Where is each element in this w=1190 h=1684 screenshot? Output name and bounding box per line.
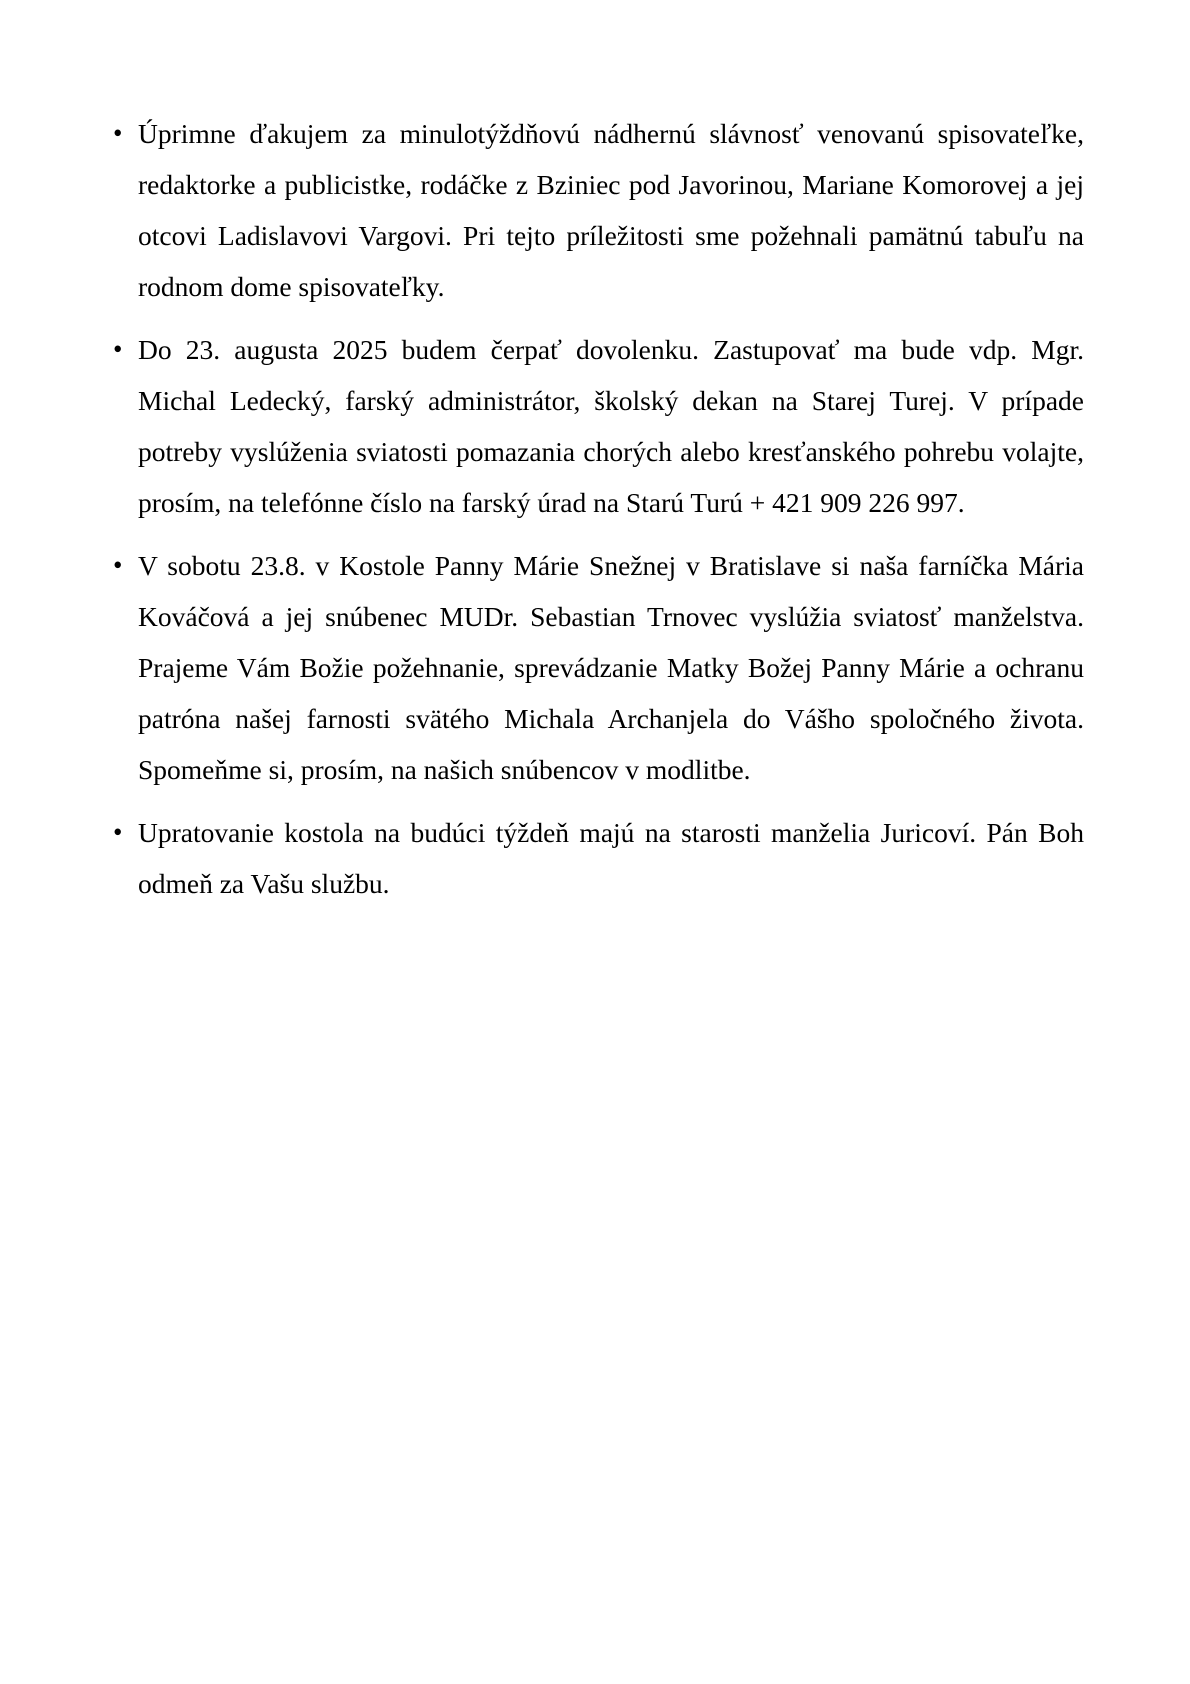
announcement-item [113, 108, 1084, 312]
bullet-icon: • [113, 550, 123, 580]
announcement-text: Upratovanie kostola na budúci týždeň majú na starosti manželia Juricoví. Pán Boh odmeň za Vašu službu. [138, 817, 1084, 899]
announcement-text: Úprimne ďakujem za minulotýždňovú nádhernú slávnosť venovanú spisovateľke, redaktorke a publicistke, rodáčke z Bziniec pod Javorinou, Mariane Komorovej a jej otcovi Ladislavovi Vargovi. Pri tejto príležitosti sme požehnali pamätnú tabuľu na rodnom dome spisovateľky. [138, 118, 1084, 302]
bullet-icon: • [113, 817, 123, 847]
announcement-text: Do 23. augusta 2025 budem čerpať dovolenku. Zastupovať ma bude vdp. Mgr. Michal Ledecký, farský administrátor, školský dekan na Starej Turej. V prípade potreby vyslúženia sviatosti pomazania chorých alebo kresťanského pohrebu volajte, prosím, na telefónne číslo na farský úrad na Starú Turú + 421 909 226 997. [138, 334, 1084, 518]
announcement-item [113, 324, 1084, 528]
bullet-icon: • [113, 118, 123, 148]
announcement-item [113, 540, 1084, 795]
announcement-item [113, 807, 1084, 909]
announcement-text: V sobotu 23.8. v Kostole Panny Márie Snežnej v Bratislave si naša farníčka Mária Kováčová a jej snúbenec MUDr. Sebastian Trnovec vyslúžia sviatosť manželstva. Prajeme Vám Božie požehnanie, sprevádzanie Matky Božej Panny Márie a ochranu patróna našej farnosti svätého Michala Archanjela do Vášho spoločného života. Spomeňme si, prosím, na našich snúbencov v modlitbe. [138, 550, 1084, 785]
bullet-icon: • [113, 334, 123, 364]
announcement-list [113, 108, 1084, 921]
